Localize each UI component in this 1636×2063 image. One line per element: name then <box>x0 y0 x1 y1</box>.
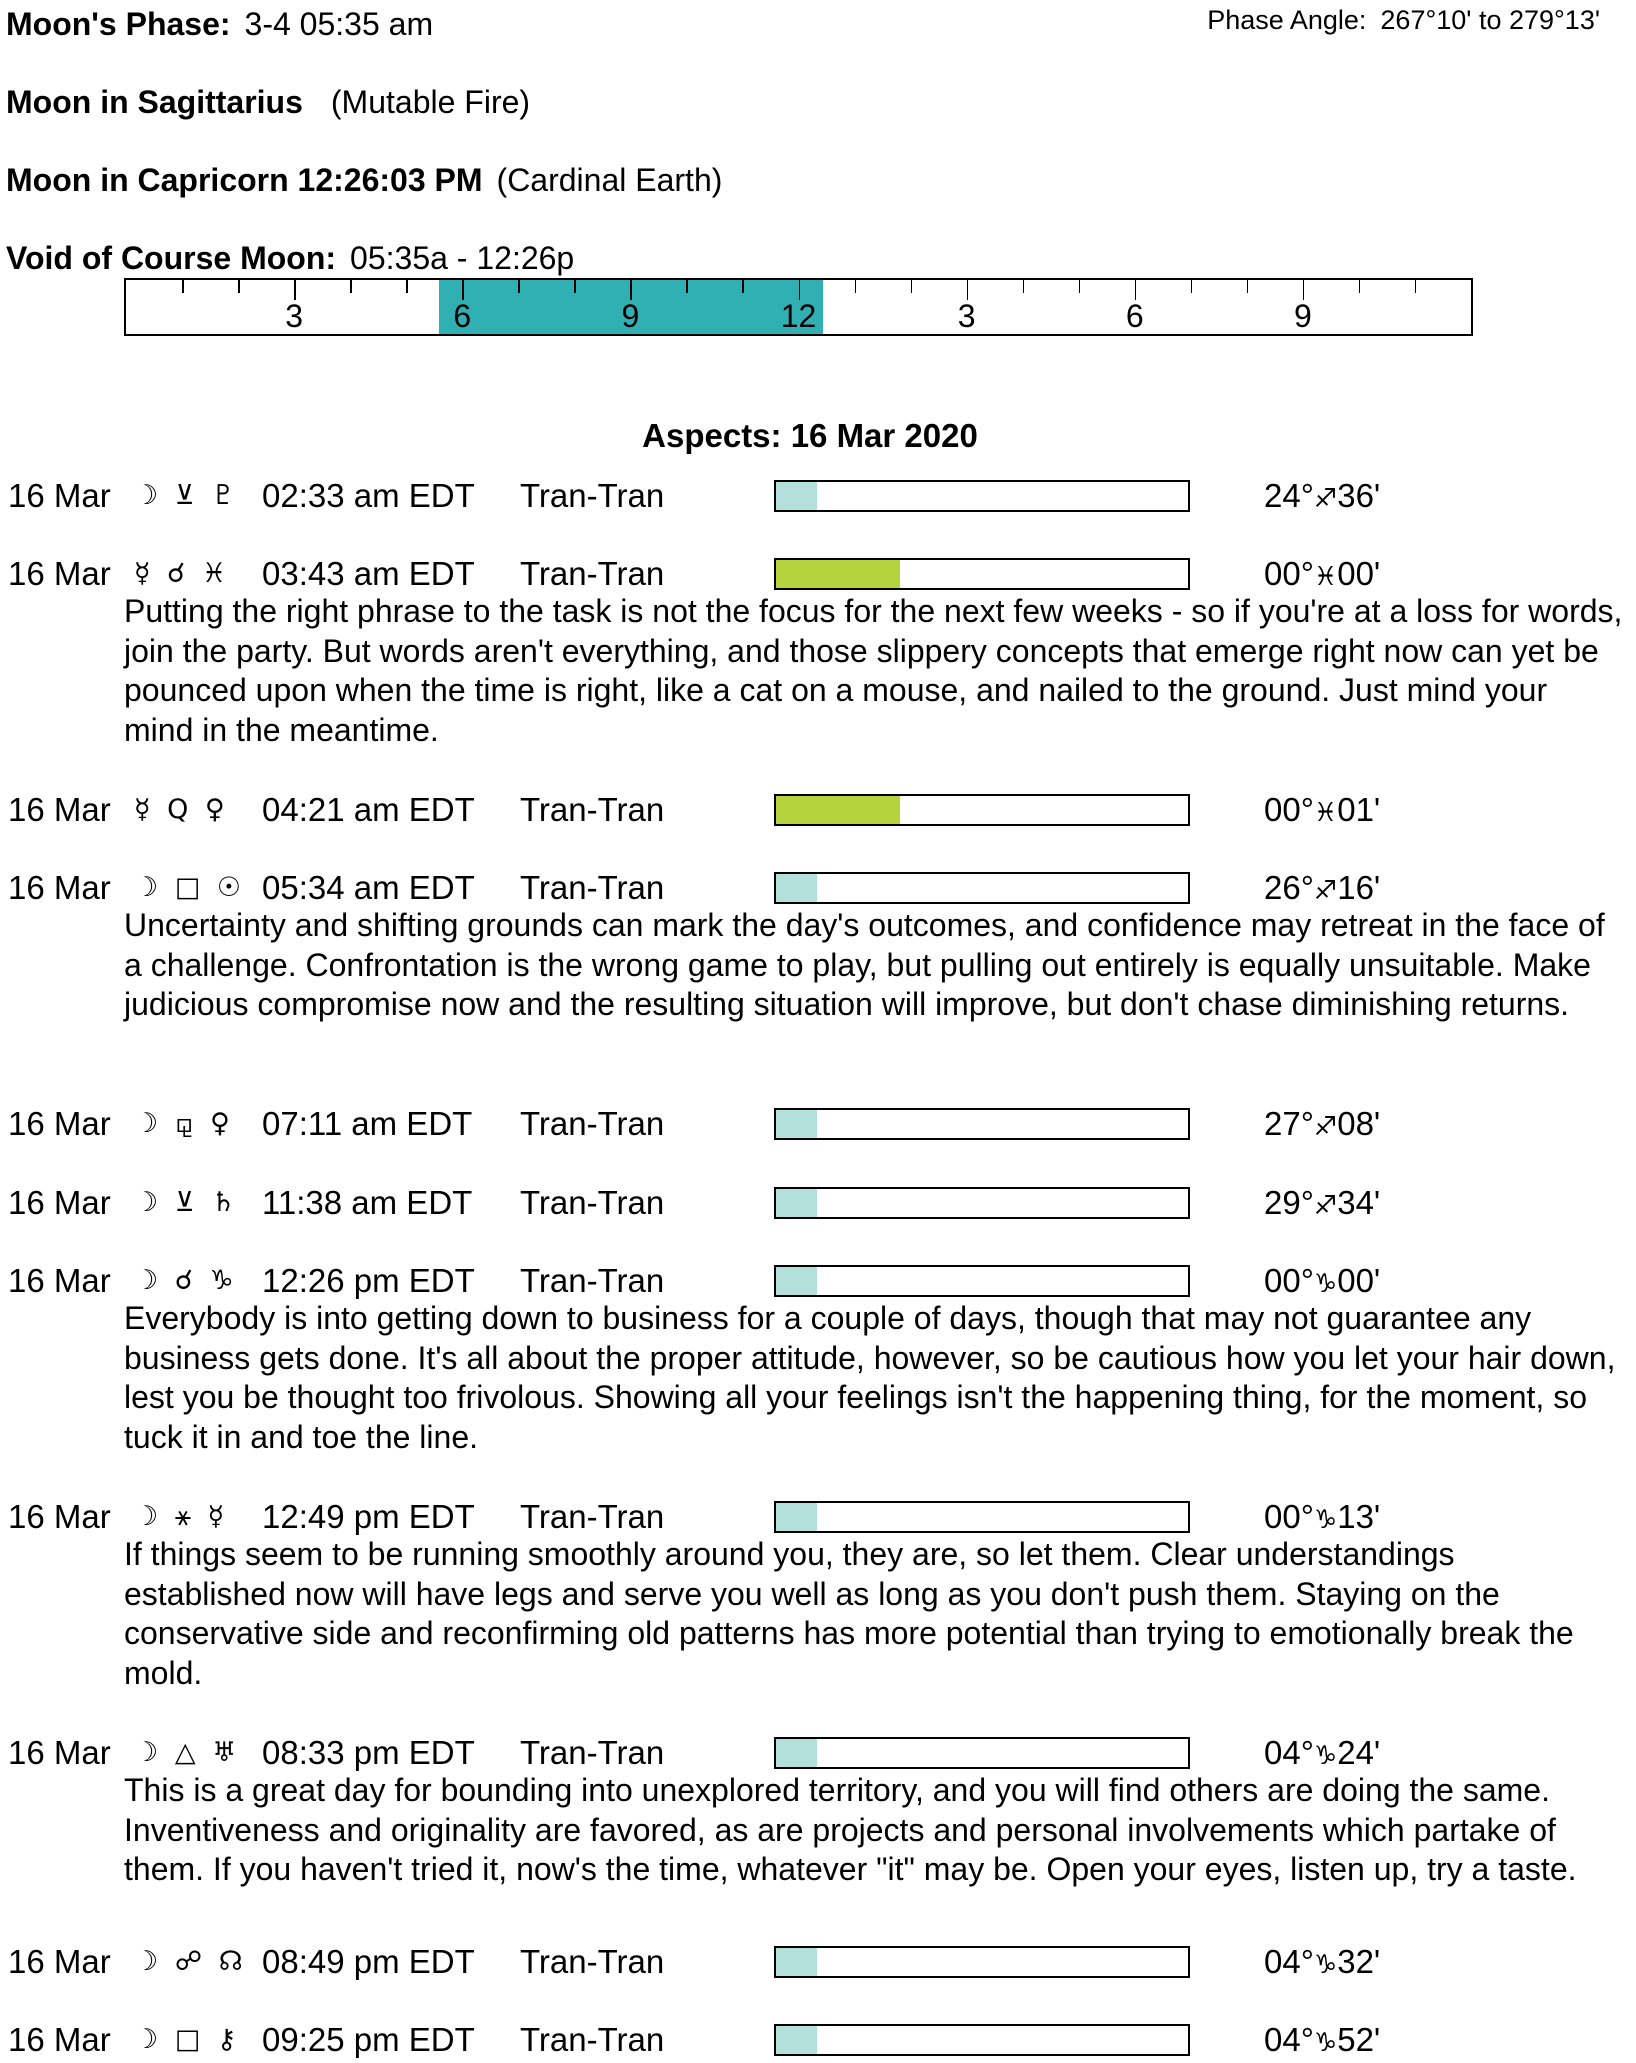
timeline-hour-label: 3 <box>285 298 304 334</box>
major-tick <box>630 280 632 300</box>
zodiac-sign-icon: ♑ <box>1313 1950 1338 1980</box>
zodiac-sign-icon: ♓ <box>1313 798 1338 828</box>
voc-label: Void of Course Moon: <box>6 240 337 276</box>
major-tick <box>1135 280 1137 300</box>
aspect-time: 03:43 am EDT <box>262 555 475 592</box>
minor-tick <box>350 280 352 293</box>
moon-sign-line-1 <box>6 83 530 121</box>
aspect-icon: Q <box>167 794 193 825</box>
minor-tick <box>1191 280 1193 293</box>
position-minutes: 24' <box>1337 1734 1381 1771</box>
aspect-strength-bar <box>774 2024 1190 2056</box>
minor-tick <box>406 280 408 293</box>
planet-2-icon: ♀ <box>205 794 229 825</box>
aspect-date: 16 Mar <box>8 1734 111 1771</box>
minor-tick <box>238 280 240 293</box>
aspect-glyphs <box>134 1497 228 1537</box>
planet-2-icon: ☉ <box>216 872 246 903</box>
major-tick <box>294 280 296 300</box>
minor-tick <box>1415 280 1417 293</box>
aspect-position <box>1264 1733 1380 1776</box>
aspect-date: 16 Mar <box>8 555 111 592</box>
planet-2-icon: ⚷ <box>216 2024 241 2055</box>
aspect-time: 02:33 am EDT <box>262 477 475 514</box>
aspect-strength-bar <box>774 1108 1190 1140</box>
position-minutes: 13' <box>1337 1498 1381 1535</box>
aspect-date: 16 Mar <box>8 1943 111 1980</box>
minor-tick <box>686 280 688 293</box>
aspect-date: 16 Mar <box>8 791 111 828</box>
position-minutes: 32' <box>1337 1943 1381 1980</box>
zodiac-sign-icon: ♓ <box>1313 562 1338 592</box>
timeline-hour-label: 6 <box>1125 298 1144 334</box>
aspect-glyphs <box>134 476 239 516</box>
voc-value: 05:35a - 12:26p <box>350 240 575 276</box>
aspect-kind: Tran-Tran <box>520 791 665 828</box>
aspect-kind: Tran-Tran <box>520 1943 665 1980</box>
minor-tick <box>1247 280 1249 293</box>
aspect-date: 16 Mar <box>8 2021 111 2058</box>
aspect-position <box>1264 1497 1380 1540</box>
aspect-position <box>1264 1942 1380 1985</box>
aspect-strength-bar <box>774 872 1190 904</box>
position-degrees: 24° <box>1264 477 1314 514</box>
aspect-date: 16 Mar <box>8 1105 111 1142</box>
major-tick <box>462 280 464 300</box>
planet-2-icon: ♄ <box>211 1187 240 1218</box>
major-tick <box>799 280 801 300</box>
planet-1-icon: ☽ <box>134 1501 163 1532</box>
aspect-strength-bar <box>774 1187 1190 1219</box>
aspect-kind: Tran-Tran <box>520 1498 665 1535</box>
aspect-icon: ☌ <box>167 558 190 589</box>
aspect-icon: ☍ <box>174 1946 207 1977</box>
moon-phase-value: 3-4 05:35 am <box>244 6 434 42</box>
aspect-strength-bar <box>774 1737 1190 1769</box>
aspect-description: If things seem to be running smoothly around you, they are, so let them. Clear understandings established now will have legs and serve you well as long as you don't push them. Staying on the conservative side and reconfirming old patterns has more potential than trying to emotionally break the mold. <box>124 1536 1574 1691</box>
aspect-position <box>1264 1104 1380 1147</box>
void-of-course-line <box>6 239 574 277</box>
aspect-glyphs <box>134 1942 247 1982</box>
aspect-date: 16 Mar <box>8 1498 111 1535</box>
position-minutes: 16' <box>1337 869 1381 906</box>
planet-1-icon: ☽ <box>134 1265 163 1296</box>
timeline-hour-label: 3 <box>957 298 976 334</box>
planet-2-icon: ☿ <box>207 1501 229 1532</box>
zodiac-sign-icon: ♑ <box>1313 2028 1338 2058</box>
aspect-glyphs <box>134 1261 238 1301</box>
aspect-glyphs <box>134 1104 234 1144</box>
aspect-strength-bar <box>774 794 1190 826</box>
minor-tick <box>742 280 744 293</box>
planet-2-icon: ♅ <box>212 1737 241 1768</box>
aspect-time: 05:34 am EDT <box>262 869 475 906</box>
aspect-icon: ⚹ <box>174 1501 196 1532</box>
planet-1-icon: ☿ <box>134 794 155 825</box>
aspect-description: Everybody is into getting down to business for a couple of days, though that may not guarantee any business gets done. It's all about the proper attitude, however, so be cautious how you let your hair down, lest you be thought too frivolous. Showing all your feelings isn't the happening thing, for the moment, so tuck it in and toe the line. <box>124 1300 1616 1455</box>
timeline-hour-label: 6 <box>453 298 472 334</box>
aspect-glyphs <box>134 1183 239 1223</box>
aspect-position <box>1264 476 1380 519</box>
aspect-position <box>1264 554 1380 597</box>
aspect-icon: ☌ <box>174 1265 197 1296</box>
aspect-kind: Tran-Tran <box>520 1184 665 1221</box>
aspect-strength-fill <box>776 1110 817 1138</box>
moon-phase-line <box>6 5 433 43</box>
position-degrees: 04° <box>1264 1734 1314 1771</box>
minor-tick <box>855 280 857 293</box>
planet-2-icon: ♇ <box>211 480 240 511</box>
aspect-time: 12:49 pm EDT <box>262 1498 475 1535</box>
aspect-strength-bar <box>774 480 1190 512</box>
aspect-time: 12:26 pm EDT <box>262 1262 475 1299</box>
aspect-kind: Tran-Tran <box>520 2021 665 2058</box>
aspect-kind: Tran-Tran <box>520 1734 665 1771</box>
aspect-strength-fill <box>776 1739 817 1767</box>
position-minutes: 00' <box>1337 1262 1381 1299</box>
timeline-hour-label: 9 <box>621 298 640 334</box>
phase-angle-value: 267°10' to 279°13' <box>1380 5 1600 35</box>
planet-1-icon: ☿ <box>134 558 155 589</box>
position-degrees: 00° <box>1264 791 1314 828</box>
aspect-date: 16 Mar <box>8 1262 111 1299</box>
minor-tick <box>574 280 576 293</box>
position-degrees: 26° <box>1264 869 1314 906</box>
minor-tick <box>518 280 520 293</box>
minor-tick <box>1359 280 1361 293</box>
planet-1-icon: ☽ <box>134 1187 163 1218</box>
major-tick <box>1303 280 1305 300</box>
moon-sign-1-label: Moon in Sagittarius <box>6 84 303 120</box>
position-degrees: 27° <box>1264 1105 1314 1142</box>
minor-tick <box>1079 280 1081 293</box>
position-degrees: 00° <box>1264 1498 1314 1535</box>
position-degrees: 29° <box>1264 1184 1314 1221</box>
aspect-strength-fill <box>776 2026 817 2054</box>
position-degrees: 04° <box>1264 1943 1314 1980</box>
position-minutes: 34' <box>1337 1184 1381 1221</box>
moon-sign-2-label: Moon in Capricorn 12:26:03 PM <box>6 162 483 198</box>
aspect-strength-bar <box>774 1265 1190 1297</box>
position-minutes: 36' <box>1337 477 1381 514</box>
planet-2-icon: ♓ <box>201 558 231 589</box>
planet-1-icon: ☽ <box>134 1108 163 1139</box>
position-minutes: 01' <box>1337 791 1381 828</box>
zodiac-sign-icon: ♐ <box>1313 484 1338 514</box>
aspect-glyphs <box>134 1733 240 1773</box>
aspect-strength-fill <box>776 482 817 510</box>
planet-1-icon: ☽ <box>134 480 163 511</box>
moon-sign-2-quality: (Cardinal Earth) <box>496 162 723 198</box>
aspect-strength-fill <box>776 1503 817 1531</box>
zodiac-sign-icon: ♑ <box>1313 1741 1338 1771</box>
aspect-glyphs <box>134 868 245 908</box>
zodiac-sign-icon: ♑ <box>1313 1269 1338 1299</box>
zodiac-sign-icon: ♐ <box>1313 1191 1338 1221</box>
aspect-icon: □ <box>174 2024 205 2055</box>
position-degrees: 00° <box>1264 555 1314 592</box>
aspect-icon: □ <box>174 872 205 903</box>
aspect-kind: Tran-Tran <box>520 1262 665 1299</box>
planet-1-icon: ☽ <box>134 1946 163 1977</box>
moon-phase-label: Moon's Phase: <box>6 6 231 42</box>
aspect-strength-fill <box>776 796 900 824</box>
aspect-kind: Tran-Tran <box>520 477 665 514</box>
aspect-position <box>1264 2020 1380 2063</box>
aspect-description: Putting the right phrase to the task is not the focus for the next few weeks - so if you're at a loss for words, join the party. But words aren't everything, and those slippery concepts that emerge right now can yet be pounced upon when the time is right, like a cat on a mouse, and nailed to the ground. Just mind your mind in the meantime. <box>124 593 1623 748</box>
aspect-icon: △ <box>174 1737 200 1768</box>
phase-angle <box>1207 4 1600 36</box>
aspect-strength-bar <box>774 1946 1190 1978</box>
aspect-strength-bar <box>774 1501 1190 1533</box>
aspect-glyphs <box>134 2020 241 2060</box>
planet-2-icon: ☊ <box>218 1946 247 1977</box>
phase-angle-label: Phase Angle: <box>1207 5 1367 35</box>
aspect-position <box>1264 868 1380 911</box>
aspect-kind: Tran-Tran <box>520 1105 665 1142</box>
planet-1-icon: ☽ <box>134 2024 163 2055</box>
aspect-kind: Tran-Tran <box>520 555 665 592</box>
aspect-date: 16 Mar <box>8 869 111 906</box>
void-of-course-timeline <box>124 278 1473 336</box>
aspect-icon: ⊻ <box>174 480 199 511</box>
zodiac-sign-icon: ♐ <box>1313 876 1338 906</box>
aspect-strength-fill <box>776 1948 817 1976</box>
aspect-strength-fill <box>776 1267 817 1295</box>
aspect-icon: ⚼ <box>174 1108 198 1139</box>
aspect-time: 04:21 am EDT <box>262 791 475 828</box>
aspects-title: Aspects: 16 Mar 2020 <box>642 417 978 454</box>
position-degrees: 04° <box>1264 2021 1314 2058</box>
timeline-hour-label: 9 <box>1293 298 1312 334</box>
aspect-position <box>1264 1183 1380 1226</box>
zodiac-sign-icon: ♐ <box>1313 1112 1338 1142</box>
minor-tick <box>911 280 913 293</box>
aspect-time: 08:33 pm EDT <box>262 1734 475 1771</box>
aspect-date: 16 Mar <box>8 477 111 514</box>
moon-sign-line-2 <box>6 161 722 199</box>
position-minutes: 08' <box>1337 1105 1381 1142</box>
aspect-time: 11:38 am EDT <box>262 1184 473 1221</box>
aspect-glyphs <box>134 790 229 830</box>
aspect-glyphs <box>134 554 230 594</box>
planet-1-icon: ☽ <box>134 1737 163 1768</box>
aspect-time: 07:11 am EDT <box>262 1105 473 1142</box>
zodiac-sign-icon: ♑ <box>1313 1505 1338 1535</box>
aspect-strength-fill <box>776 560 900 588</box>
aspect-icon: ⊻ <box>174 1187 199 1218</box>
major-tick <box>967 280 969 300</box>
position-minutes: 00' <box>1337 555 1381 592</box>
minor-tick <box>1023 280 1025 293</box>
timeline-hour-label: 12 <box>780 298 817 334</box>
aspect-date: 16 Mar <box>8 1184 111 1221</box>
planet-2-icon: ♑ <box>209 1265 238 1296</box>
aspect-position <box>1264 1261 1380 1304</box>
aspect-position <box>1264 790 1380 833</box>
moon-sign-1-quality: (Mutable Fire) <box>330 84 531 120</box>
position-minutes: 52' <box>1337 2021 1381 2058</box>
aspect-strength-bar <box>774 558 1190 590</box>
aspect-strength-fill <box>776 874 817 902</box>
aspect-time: 09:25 pm EDT <box>262 2021 475 2058</box>
planet-2-icon: ♀ <box>210 1108 234 1139</box>
aspect-description: This is a great day for bounding into unexplored territory, and you will find others are doing the same. Inventiveness and originality are favored, as are projects and personal involvements which partake of them. If you haven't tried it, now's the time, whatever "it" may be. Open your eyes, listen up, try a taste. <box>124 1772 1577 1888</box>
minor-tick <box>182 280 184 293</box>
aspect-description: Uncertainty and shifting grounds can mark the day's outcomes, and confidence may retreat in the face of a challenge. Confrontation is the wrong game to play, but pulling out entirely is equally unsuitable. Make judicious compromise now and the resulting situation will improve, but don't chase diminishing returns. <box>124 907 1605 1023</box>
aspect-kind: Tran-Tran <box>520 869 665 906</box>
aspect-strength-fill <box>776 1189 817 1217</box>
planet-1-icon: ☽ <box>134 872 163 903</box>
aspect-time: 08:49 pm EDT <box>262 1943 475 1980</box>
position-degrees: 00° <box>1264 1262 1314 1299</box>
